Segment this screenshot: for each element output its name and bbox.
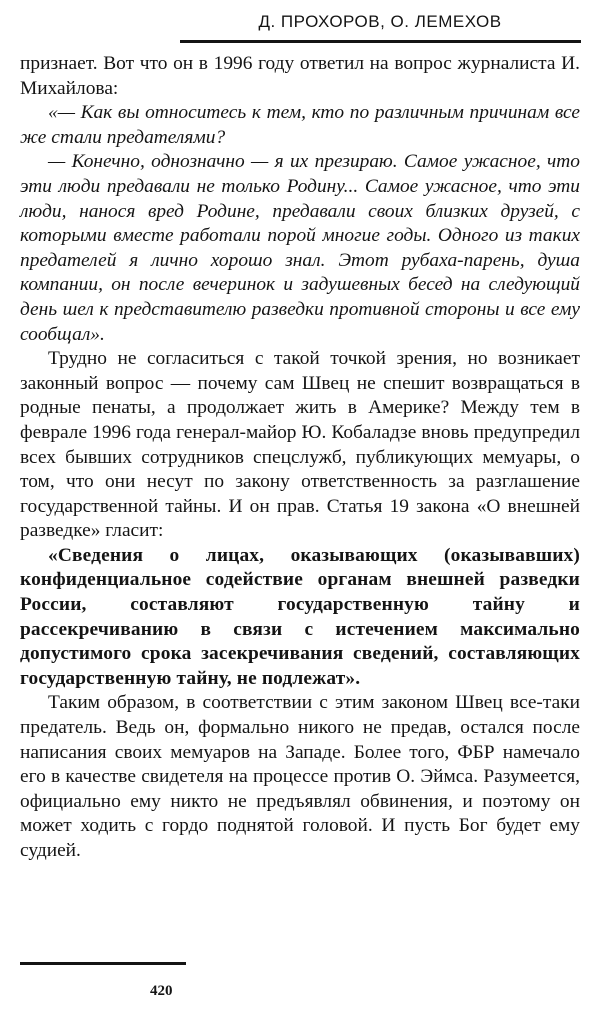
header-rule (180, 40, 581, 43)
paragraph-commentary: Трудно не согласиться с такой точкой зрения, но возникает законный вопрос — почему сам Швец не спешит возвращаться в родные пенаты, а продолжает жить в Америке? Между тем в феврале 1996 года генерал-майор Ю. Кобаладзе вновь предупредил всех бывших сотрудников спецслужб, публикующих мемуары, о том, что они несут по закону ответственность за разглашение государственной тайны. И он прав. Статья 19 закона «О внешней разведке» гласит: (20, 348, 580, 542)
interview-question: «— Как вы относитесь к тем, кто по различным причинам все же стали предателями? (20, 102, 580, 148)
paragraph-continuation: признает. Вот что он в 1996 году ответил на вопрос журналиста И. Михайлова: (20, 53, 580, 99)
body-text (20, 52, 580, 864)
law-quote: «Сведения о лицах, оказывающих (оказывавших) конфиденциальное содействие органам внешней разведки России, составляют государственную тайну и рассекречиванию в связи с истечением максимально допустимого срока засекречивания сведений, составляющих государственную тайну, не подлежат». (20, 544, 580, 689)
interview-answer: — Конечно, однозначно — я их презираю. Самое ужасное, что эти люди предавали не только Родину... Самое ужасное, что эти люди, нанося вред Родине, предавали своих близких друзей, с которыми вместе работали порой многие годы. Одного из таких предателей я лично хорошо знал. Этот рубаха-парень, душа компании, он после вечеринок и задушевных бесед на следующий день шел к представителю разведки противной стороны и все ему сообщал». (20, 151, 580, 345)
footer-rule (20, 962, 186, 965)
running-header: Д. ПРОХОРОВ, О. ЛЕМЕХОВ (258, 12, 502, 31)
paragraph-conclusion: Таким образом, в соответствии с этим законом Швец все-таки предатель. Ведь он, формально никого не предав, остался после написания своих мемуаров на Западе. Более того, ФБР намечало его в качестве свидетеля на процессе против О. Эймса. Разумеется, официально ему никто не предъявлял обвинения, и поэтому он может ходить с гордо поднятой головой. И пусть Бог будет ему судией. (20, 692, 580, 861)
page-number: 420 (150, 983, 173, 999)
